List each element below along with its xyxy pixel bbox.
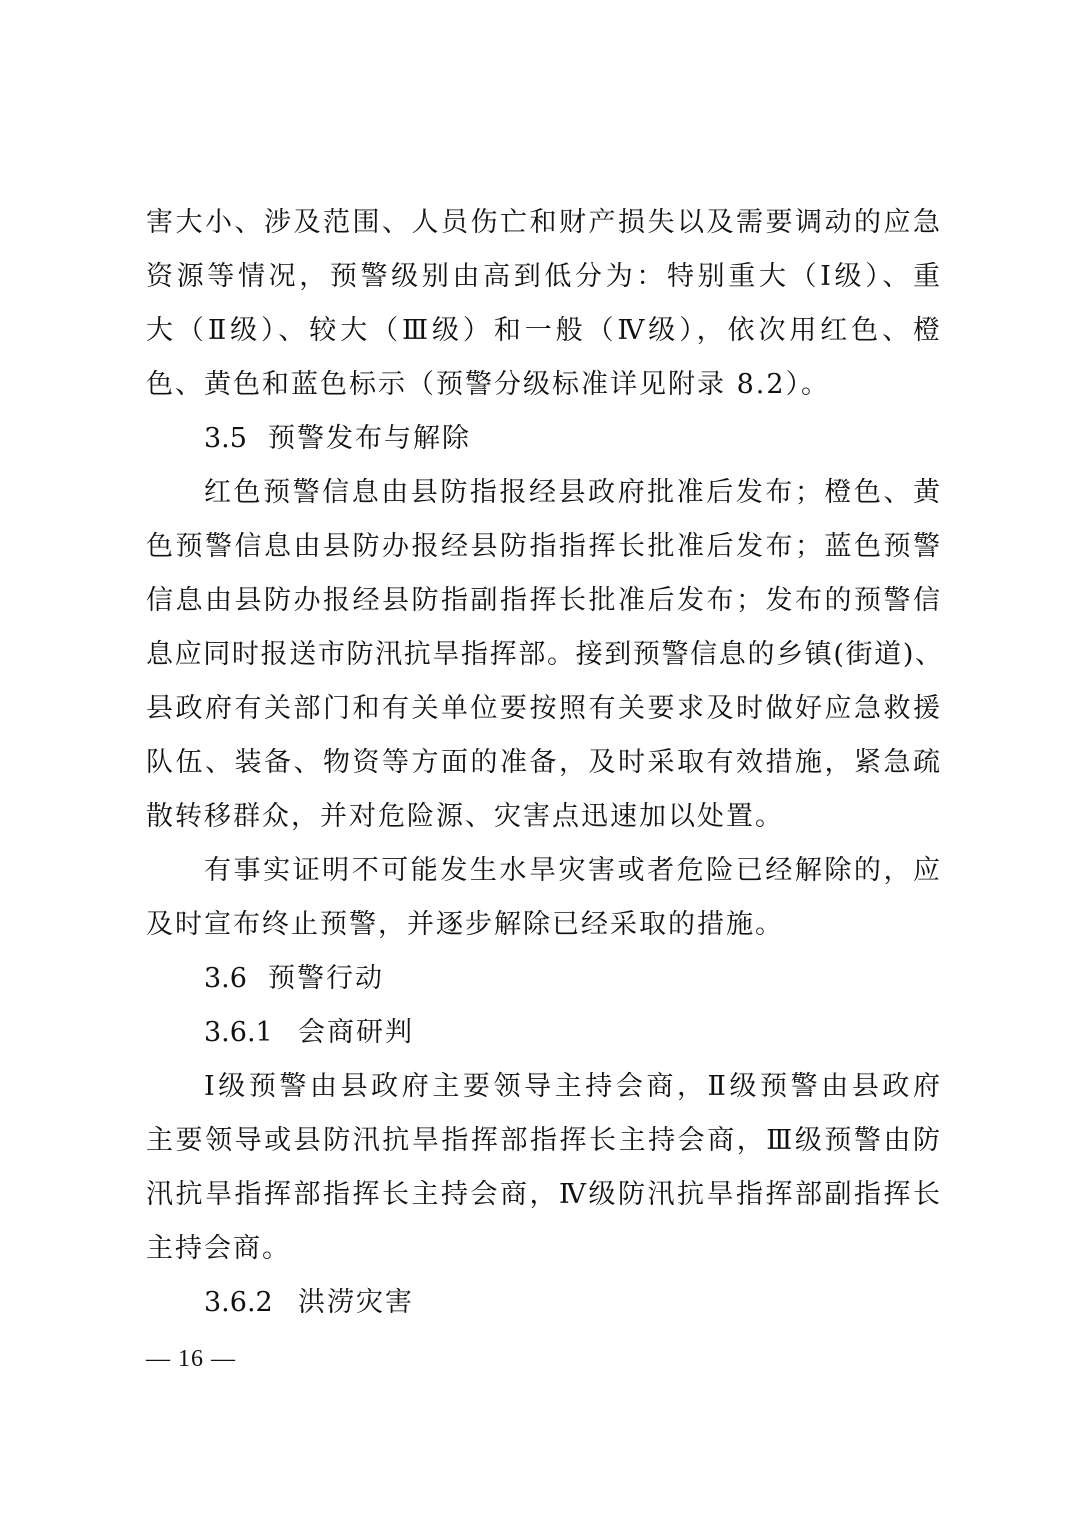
- section-number: 3.6.1: [204, 1017, 273, 1048]
- body-line: 大（Ⅱ级）、较大（Ⅲ级）和一般（Ⅳ级），依次用红色、橙: [146, 315, 942, 346]
- section-number: 3.5: [204, 423, 247, 454]
- paragraph-line: 县政府有关部门和有关单位要按照有关要求及时做好应急救援: [146, 693, 942, 724]
- paragraph-line: 红色预警信息由县防指报经县政府批准后发布；橙色、黄: [204, 477, 942, 508]
- paragraph-line: Ⅰ级预警由县政府主要领导主持会商，Ⅱ级预警由县政府: [204, 1071, 942, 1102]
- paragraph-line: 信息由县防办报经县防指副指挥长批准后发布；发布的预警信: [146, 585, 942, 616]
- paragraph-line: 及时宣布终止预警，并逐步解除已经采取的措施。: [146, 909, 784, 940]
- section-heading-3-6-1: [146, 1006, 942, 1060]
- section-heading-3-6: [146, 952, 942, 1006]
- section-heading-3-5: [146, 412, 942, 466]
- paragraph-line: 色预警信息由县防办报经县防指指挥长批准后发布；蓝色预警: [146, 531, 942, 562]
- body-line: 色、黄色和蓝色标示（预警分级标准详见附录 8.2）。: [146, 369, 831, 400]
- paragraph-line: 主持会商。: [146, 1233, 291, 1264]
- document-page: [146, 196, 942, 1330]
- page-number: — 16 —: [146, 1346, 236, 1372]
- paragraph-line: 队伍、装备、物资等方面的准备，及时采取有效措施，紧急疏: [146, 747, 942, 778]
- section-title: 洪涝灾害: [298, 1287, 414, 1318]
- paragraph-line: 汛抗旱指挥部指挥长主持会商，Ⅳ级防汛抗旱指挥部副指挥长: [146, 1179, 942, 1210]
- paragraph-line: 有事实证明不可能发生水旱灾害或者危险已经解除的，应: [204, 855, 942, 886]
- section-title: 预警行动: [268, 963, 384, 994]
- body-line: 害大小、涉及范围、人员伤亡和财产损失以及需要调动的应急: [146, 207, 942, 238]
- section-heading-3-6-2: [146, 1276, 942, 1330]
- section-number: 3.6.2: [204, 1287, 273, 1318]
- paragraph-line: 息应同时报送市防汛抗旱指挥部。接到预警信息的乡镇(街道)、: [146, 639, 942, 670]
- body-line: 资源等情况，预警级别由高到低分为：特别重大（Ⅰ级）、重: [146, 261, 942, 292]
- paragraph-line: 散转移群众，并对危险源、灾害点迅速加以处置。: [146, 801, 784, 832]
- section-title: 会商研判: [298, 1017, 414, 1048]
- section-title: 预警发布与解除: [268, 423, 471, 454]
- paragraph-line: 主要领导或县防汛抗旱指挥部指挥长主持会商，Ⅲ级预警由防: [146, 1125, 942, 1156]
- section-number: 3.6: [204, 963, 247, 994]
